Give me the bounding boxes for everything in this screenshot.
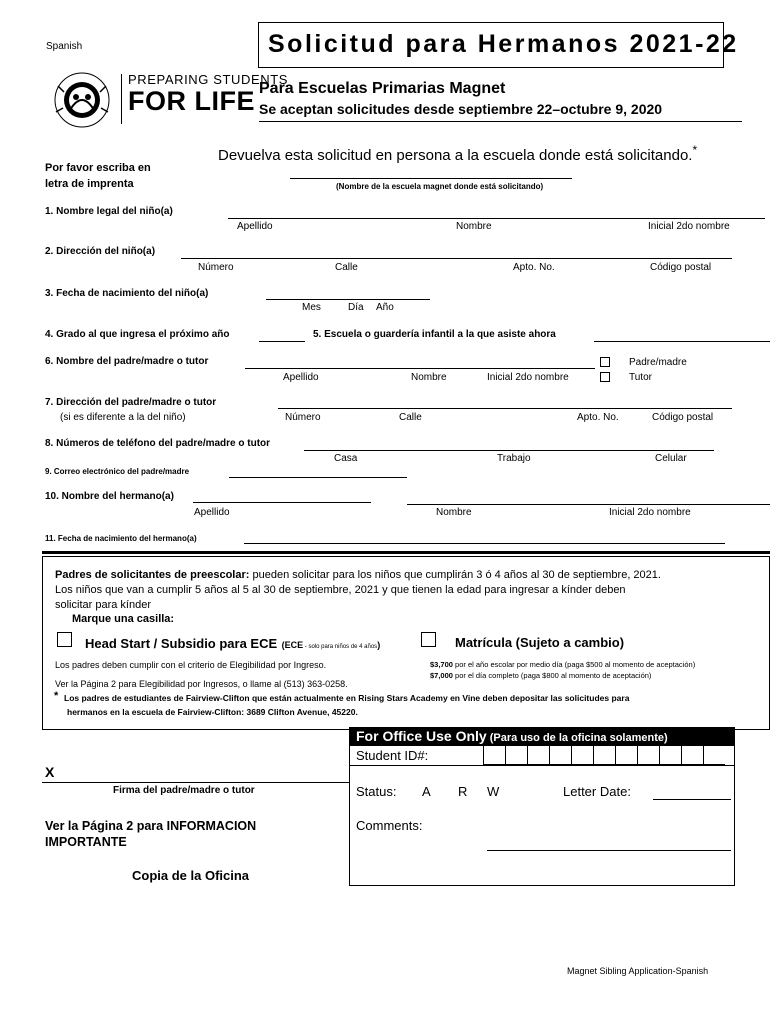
price-full-day [430,671,651,680]
district-logo [42,68,122,130]
price-full-text: por el día completo (paga $800 al momento de aceptación) [452,671,652,680]
caption-calle: Calle [335,262,358,273]
eligibility-1: Los padres deben cumplir con el criterio de Elegibilidad por Ingreso. [55,660,327,670]
status-option-a[interactable]: A [422,784,431,799]
price-half-amount: $3,700 [430,660,453,669]
caption-celular: Celular [655,453,687,464]
child-birthdate-input[interactable] [266,299,430,300]
student-id-cell[interactable] [659,746,681,765]
footer-doc-name: Magnet Sibling Application-Spanish [567,966,709,976]
caption-inicial: Inicial 2do nombre [487,372,569,383]
status-option-w[interactable]: W [487,784,500,799]
mark-one-label: Marque una casilla: [72,613,175,625]
letter-date-input[interactable] [653,799,731,800]
field-3-label: 3. Fecha de nacimiento del niño(a) [45,288,209,299]
field-10-label: 10. Nombre del hermano(a) [45,491,174,502]
fairview-note-2: hermanos en la escuela de Fairview-Clifton: 3689 Clifton Avenue, 45220. [67,707,358,717]
child-address-input[interactable] [181,258,732,259]
student-id-cell[interactable] [681,746,703,765]
preschool-line-1 [55,569,661,581]
grade-input[interactable] [259,341,305,342]
preschool-text-2: Los niños que van a cumplir 5 años al 5 al 30 de septiembre, 2021 y que tienen la edad para ingresar a kínder deben [55,584,626,596]
status-label: Status: [356,784,397,799]
headstart-label: Head Start / Subsidio para ECE [85,636,278,651]
caption-casa: Casa [334,453,358,464]
office-use-header [350,728,734,746]
parent-address-input[interactable] [278,408,732,409]
student-id-cell[interactable] [637,746,659,765]
student-id-cell[interactable] [483,746,505,765]
language-tag: Spanish [46,41,83,52]
logo-tagline-top: PREPARING STUDENTS [128,72,289,87]
comments-input[interactable] [487,850,731,851]
sibling-birthdate-input[interactable] [244,543,725,544]
parent-checkbox[interactable] [600,357,610,367]
headstart-option [85,635,380,653]
field-11-label: 11. Fecha de nacimiento del hermano(a) [45,534,197,543]
field-4-label: 4. Grado al que ingresa el próximo año [45,329,230,340]
phone-input[interactable] [304,450,714,451]
headstart-ece: (ECE [281,640,304,650]
caption-dia: Día [348,302,364,313]
caption-apto: Apto. No. [513,262,555,273]
caption-trabajo: Trabajo [497,453,531,464]
field-7-label: 7. Dirección del padre/madre o tutor [45,397,217,408]
signature-caption: Firma del padre/madre o tutor [113,785,255,796]
student-id-cell[interactable] [527,746,549,765]
logo-tagline-bottom: FOR LIFE [128,86,255,116]
fairview-note-1: Los padres de estudiantes de Fairview-Clifton que están actualmente en Rising Stars Academy en Vine deben depositar las solicitudes para [64,693,630,703]
see-page-2-line-1: Ver la Página 2 para INFORMACION [45,819,257,833]
application-dates: Se aceptan solicitudes desde septiembre 22–octubre 9, 2020 [259,101,663,117]
office-header-sub: (Para uso de la oficina solamente) [486,732,668,744]
cps-seal-icon [42,68,122,130]
subtitle: Para Escuelas Primarias Magnet [259,80,506,97]
letter-date-label: Letter Date: [563,784,631,799]
student-id-cell[interactable] [615,746,637,765]
student-id-cell[interactable] [549,746,571,765]
field-6-label: 6. Nombre del padre/madre o tutor [45,356,209,367]
caption-apellido: Apellido [194,507,230,518]
field-2-label: 2. Dirección del niño(a) [45,246,156,257]
logo-divider [121,74,122,124]
caption-nombre: Nombre [436,507,472,518]
headstart-checkbox[interactable] [57,632,72,647]
caption-apellido: Apellido [283,372,319,383]
school-name-input[interactable] [290,178,572,179]
office-copy-label: Copia de la Oficina [132,868,250,883]
tuition-label: Matrícula (Sujeto a cambio) [455,635,625,650]
email-input[interactable] [229,477,407,478]
signature-x: X [45,764,55,780]
comments-label: Comments: [356,818,423,833]
asterisk: * [692,143,698,157]
price-half-day [430,660,695,669]
student-id-label: Student ID#: [356,748,429,763]
field-1-label: 1. Nombre legal del niño(a) [45,206,173,217]
caption-mes: Mes [302,302,321,313]
caption-codigo: Código postal [650,262,712,273]
office-header-main: For Office Use Only [356,728,487,744]
caption-numero: Número [285,412,321,423]
return-note-text: Devuelva esta solicitud en persona a la escuela donde está solicitando. [218,147,693,164]
tuition-checkbox[interactable] [421,632,436,647]
option-parent: Padre/madre [629,357,687,368]
guardian-checkbox[interactable] [600,372,610,382]
eligibility-2: Ver la Página 2 para Elegibilidad por Ingresos, o llame al (513) 363-0258. [55,679,348,689]
section-divider [42,551,770,554]
price-half-text: por el año escolar por medio día (paga $500 al momento de aceptación) [452,660,696,669]
caption-apellido: Apellido [237,221,273,232]
caption-numero: Número [198,262,234,273]
student-id-cell[interactable] [571,746,593,765]
student-id-cell[interactable] [505,746,527,765]
field-8-label: 8. Números de teléfono del padre/madre o tutor [45,438,271,449]
print-note-1: Por favor escriba en [45,162,151,174]
student-id-cell[interactable] [703,746,725,765]
headstart-note: - solo para niños de 4 años [303,644,378,650]
price-full-amount: $7,000 [430,671,453,680]
caption-nombre: Nombre [411,372,447,383]
caption-apto: Apto. No. [577,412,619,423]
preschool-text-1: pueden solicitar para los niños que cumplirán 3 ó 4 años al 30 de septiembre, 2021. [249,569,661,581]
caption-codigo: Código postal [652,412,714,423]
parent-name-input[interactable] [245,368,595,369]
sibling-name-input[interactable] [407,504,770,505]
student-id-divider [349,765,735,766]
headstart-close: ) [377,640,381,650]
field-9-label: 9. Correo electrónico del padre/madre [45,467,190,476]
caption-calle: Calle [399,412,422,423]
student-id-cell[interactable] [593,746,615,765]
caption-inicial: Inicial 2do nombre [609,507,691,518]
option-guardian: Tutor [629,372,652,383]
field-5-label: 5. Escuela o guardería infantil a la que asiste ahora [313,329,556,340]
field-7-sublabel: (si es diferente a la del niño) [60,412,186,423]
see-page-2-line-2: IMPORTANTE [45,835,127,849]
current-school-input[interactable] [594,341,770,342]
return-note [218,143,697,164]
school-name-caption: (Nombre de la escuela magnet donde está solicitando) [336,182,544,191]
signature-input[interactable] [42,782,349,783]
sibling-lastname-input[interactable] [193,502,371,503]
status-option-r[interactable]: R [458,784,468,799]
print-note-2: letra de imprenta [45,178,134,190]
child-name-input[interactable] [228,218,765,219]
header-rule [259,121,742,122]
preschool-text-3: solicitar para kínder [55,599,151,611]
caption-inicial: Inicial 2do nombre [648,221,730,232]
preschool-heading: Padres de solicitantes de preescolar: [55,569,250,581]
caption-nombre: Nombre [456,221,492,232]
caption-ano: Año [376,302,394,313]
page-title: Solicitud para Hermanos 2021-22 [268,30,739,58]
fairview-asterisk: * [54,690,59,702]
